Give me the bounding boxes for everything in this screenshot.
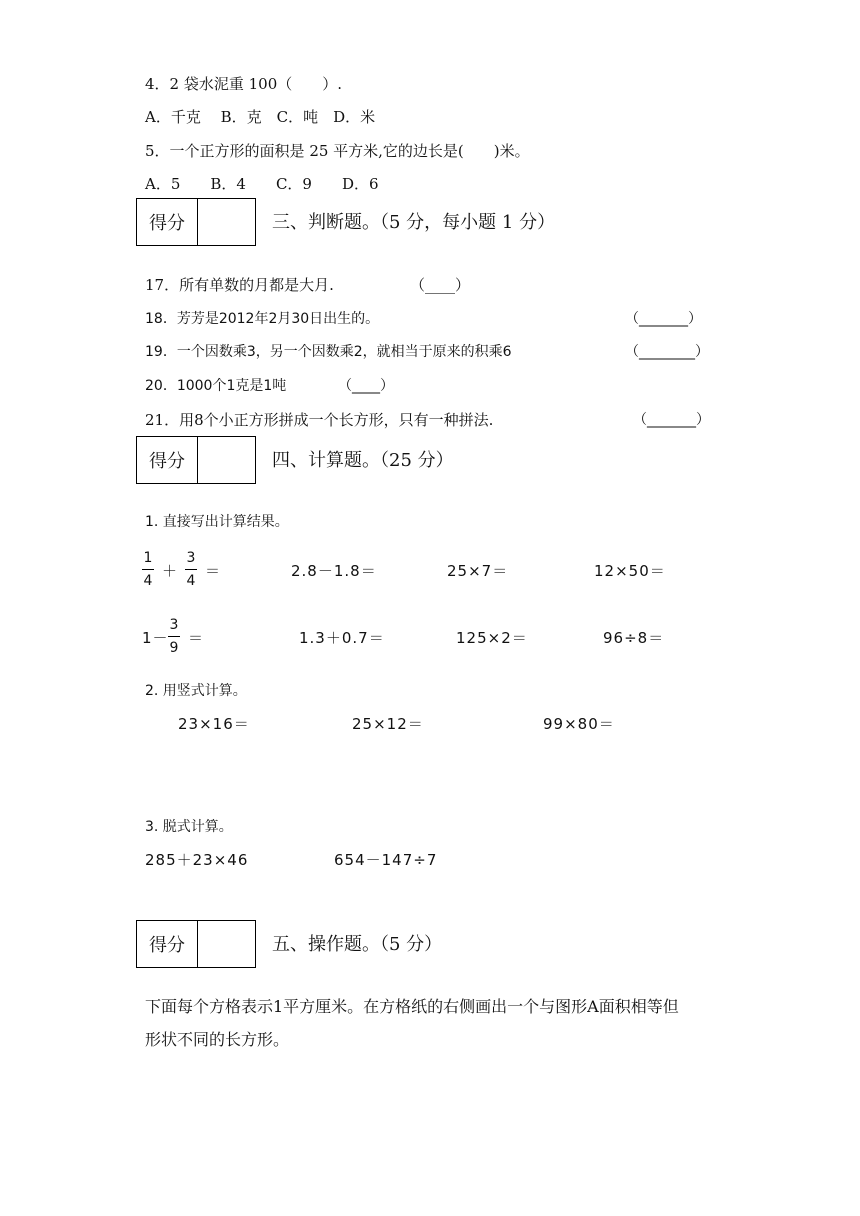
score-box-section-5 [136, 920, 256, 968]
judge-item-18: 18．芳芳是2012年2月30日出生的。 [145, 311, 380, 327]
calc-25-times-7: 25×7＝ [447, 562, 509, 580]
score-label: 得分 [137, 437, 198, 483]
calc-96-div-8: 96÷8＝ [603, 629, 665, 647]
fraction-denominator: 9 [169, 640, 179, 656]
part-2-title: 2. 用竖式计算。 [145, 683, 247, 699]
fraction-1-4 [142, 549, 154, 590]
fraction-bar [142, 569, 154, 570]
part-1-title: 1. 直接写出计算结果。 [145, 514, 289, 530]
fraction-denominator: 4 [186, 573, 196, 589]
vertical-calc-3: 99×80＝ [543, 715, 615, 733]
score-box-section-4 [136, 436, 256, 484]
calc-1-3-plus-0-7: 1.3＋0.7＝ [299, 629, 385, 647]
equals-sign: ＝ [205, 562, 222, 580]
fraction-bar [185, 569, 197, 570]
judge-item-20: 20．1000个1克是1吨 [145, 378, 287, 394]
stepwise-calc-2: 654－147÷7 [334, 851, 438, 869]
judge-item-19: 19．一个因数乘3，另一个因数乘2，就相当于原来的积乘6 [145, 344, 512, 360]
judge-blank-19[interactable]: （________） [625, 344, 709, 360]
judge-blank-21[interactable]: （_______） [633, 412, 710, 428]
score-label: 得分 [137, 199, 198, 245]
judge-blank-18[interactable]: （_______） [625, 311, 702, 327]
fraction-3-4 [185, 549, 197, 590]
calc-12-times-50: 12×50＝ [594, 562, 666, 580]
operation-instructions-line-2: 形状不同的长方形。 [145, 1030, 290, 1049]
fraction-numerator: 3 [186, 550, 196, 566]
fraction-numerator: 1 [143, 550, 153, 566]
judge-blank-20[interactable]: （____） [338, 378, 394, 394]
operation-instructions-line-1: 下面每个方格表示1平方厘米。在方格纸的右侧画出一个与图形A面积相等但 [145, 997, 679, 1016]
fraction-3-9 [168, 616, 180, 657]
question-5-options: A．5 B．4 C．9 D．6 [145, 175, 379, 193]
score-box-section-3 [136, 198, 256, 246]
fraction-numerator: 3 [169, 617, 179, 633]
question-5: 5．一个正方形的面积是 25 平方米,它的边长是( )米。 [145, 142, 530, 160]
question-4-options: A．千克 B．克 C．吨 D．米 [145, 108, 376, 126]
fraction-denominator: 4 [143, 573, 153, 589]
judge-blank-17[interactable]: （____） [410, 276, 471, 294]
vertical-calc-2: 25×12＝ [352, 715, 424, 733]
one-minus: 1－ [142, 629, 169, 647]
vertical-calc-1: 23×16＝ [178, 715, 250, 733]
section-3-title: 三、判断题。（5 分，每小题 1 分） [272, 212, 556, 233]
score-label: 得分 [137, 921, 198, 967]
judge-item-21: 21．用8个小正方形拼成一个长方形，只有一种拼法. [145, 411, 494, 429]
judge-item-17: 17．所有单数的月都是大月. [145, 276, 334, 294]
section-5-title: 五、操作题。（5 分） [272, 934, 443, 955]
plus-sign: ＋ [162, 562, 179, 580]
calc-2-8-minus-1-8: 2.8－1.8＝ [291, 562, 377, 580]
calc-125-times-2: 125×2＝ [456, 629, 528, 647]
equals-sign: ＝ [188, 629, 205, 647]
part-3-title: 3. 脱式计算。 [145, 819, 233, 835]
question-4: 4．2 袋水泥重 100（ ）. [145, 75, 343, 93]
fraction-bar [168, 636, 180, 637]
stepwise-calc-1: 285＋23×46 [145, 851, 249, 869]
section-4-title: 四、计算题。（25 分） [272, 450, 454, 471]
